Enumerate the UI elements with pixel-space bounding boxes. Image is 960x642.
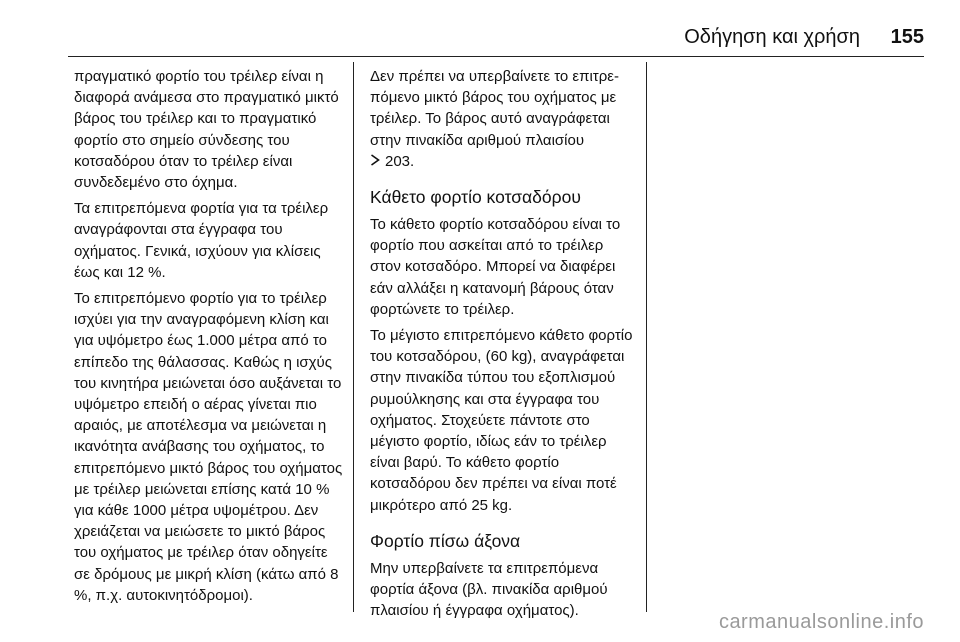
paragraph: Τα επιτρεπόμενα φορτία για τα τρέιλερ αναγράφονται στα έγγραφα του οχήματος. Γενικά, ισχύουν για κλίσεις έως και 12 %.: [74, 200, 329, 281]
header-divider: [68, 56, 924, 57]
paragraph: Το κάθετο φορτίο κοτσαδόρου είναι το φορτίο που ασκείται από το τρέιλερ στον κοτσαδόρο. Μπορεί να διαφέρει εάν αλλάξει η κατανομή βάρους όταν φορτώνετε το τρέιλερ.: [370, 216, 621, 318]
paragraph: πραγματικό φορτίο του τρέιλερ είναι η διαφορά ανάμεσα στο πραγματικό μικτό βάρος του τρέιλερ και το πραγματικό φορτίο στο σημείο σύνδεσης του κοτσαδόρου όταν το τρέιλερ είναι συνδεδεμένο στο όχημα.: [74, 68, 339, 192]
page-header: [0, 0, 960, 60]
paragraph: Μην υπερβαίνετε τα επιτρεπόμενα φορτία άξονα (βλ. πινακίδα αριθμού πλαισίου ή έγγραφα οχήματος).: [370, 559, 608, 620]
section-heading: Φορτίο πίσω άξονα: [370, 530, 521, 551]
page-reference-arrow-icon: [370, 151, 385, 172]
column-divider-left: [353, 62, 354, 612]
page-number: 155: [890, 26, 924, 48]
intro-text: Δεν πρέπει να υπερβαίνετε το επιτρεπόμενο μικτό βάρος του οχήματος με τρέιλερ. Το βάρος αυτό αναγράφεται στην πινακίδα αριθμού πλαισίου: [370, 68, 619, 149]
paragraph: [370, 66, 634, 172]
left-column: [74, 66, 346, 606]
paragraph: Το επιτρεπόμενο φορτίο για το τρέιλερ ισχύει για την αναγραφόμενη κλίση και για υψόμετρο έως 1.000 μέτρα από το επίπεδο της θάλασσας. Καθώς η ισχύς του κινητήρα μειώνεται όσο αυξάνεται το υψόμετρο επειδή ο αέρας γίνεται πιο αραιός, με αποτέλεσμα να μειώνεται η ικανότητα ανάβασης του οχήματος, το επιτρεπόμενο μικτό βάρος του οχήματος με τρέιλερ μειώνεται επίσης κατά 10 % για κάθε 1000 μέτρα υψομέτρου. Δεν χρειάζεται να μειώσετε το μικτό βάρος του οχήματος με τρέιλερ όταν οδηγείτε σε δρόμους με μικρή κλίση (κάτω από 8 %, π.χ. αυτοκινητόδρομοι).: [74, 290, 343, 604]
paragraph: Το μέγιστο επιτρεπόμενο κάθετο φορτίο του κοτσαδόρου, (60 kg), αναγράφεται στην πινακίδα τύπου του εξοπλισμού ρυμούλκησης και στα έγγραφα του οχήματος. Στοχεύετε πάντοτε στο μέγιστο φορτίο, ιδίως εάν το τρέιλερ είναι βαρύ. Το κάθετο φορτίο κοτσαδόρου δεν πρέπει να είναι ποτέ μικρότερο από 25 kg.: [370, 327, 633, 514]
watermark: carmanualsonline.info: [718, 611, 924, 633]
section-heading: Κάθετο φορτίο κοτσαδόρου: [370, 187, 581, 208]
section-title: Οδήγηση και χρήση: [684, 26, 860, 48]
page-reference[interactable]: 203.: [385, 152, 415, 170]
right-column: [370, 66, 634, 621]
column-divider-right: [646, 62, 647, 612]
